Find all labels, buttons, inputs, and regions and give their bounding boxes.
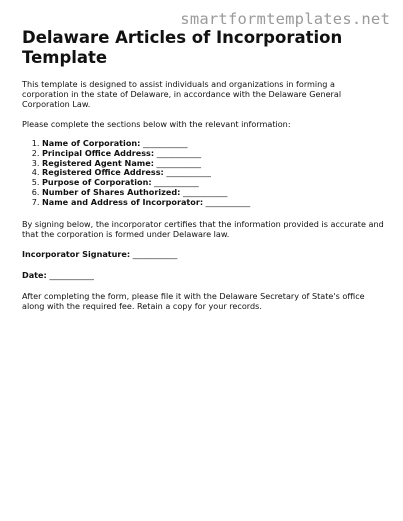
field-label: Name of Corporation: xyxy=(42,138,141,148)
document-page xyxy=(22,28,384,311)
document-title: Delaware Articles of Incorporation Template xyxy=(22,28,343,67)
field-label: Principal Office Address: xyxy=(42,147,155,158)
fill-blank: ___________ xyxy=(205,196,251,207)
intro-paragraph: This template is designed to assist individuals and organizations in forming a corporation in the state of Delaware, in accordance with the Delaware General Corporation Law. xyxy=(22,79,342,109)
field-label: Purpose of Corporation: xyxy=(42,177,152,188)
field-label: Number of Shares Authorized: xyxy=(42,186,181,197)
certification-paragraph: By signing below, the incorporator certifies that the information provided is accurate and that the corporation is formed under Delaware law. xyxy=(22,218,384,239)
date-label: Date: xyxy=(22,269,47,280)
fill-blank: ___________ xyxy=(142,138,188,148)
fill-blank: ___________ xyxy=(156,147,202,158)
list-item-incorporator xyxy=(42,198,384,208)
signature-blank: ___________ xyxy=(132,248,178,259)
field-label: Registered Office Address: xyxy=(42,167,164,178)
signature-label: Incorporator Signature: xyxy=(22,248,131,259)
fill-blank: ___________ xyxy=(156,157,202,168)
signature-line xyxy=(22,249,384,259)
fill-blank: ___________ xyxy=(182,186,228,197)
fill-blank: ___________ xyxy=(166,167,211,178)
site-watermark: smartformtemplates.net xyxy=(180,10,390,28)
fill-blank: ___________ xyxy=(154,177,199,188)
field-label: Registered Agent Name: xyxy=(42,157,154,168)
instructions-paragraph: Please complete the sections below with the relevant information: xyxy=(22,119,291,129)
date-line xyxy=(22,270,384,280)
date-blank: ___________ xyxy=(49,269,94,280)
fields-list xyxy=(22,139,384,208)
closing-paragraph: After completing the form, please file it with the Delaware Secretary of State's office along with the required fee. Retain a copy for your records. xyxy=(22,290,365,311)
field-label: Name and Address of Incorporator: xyxy=(42,196,204,207)
